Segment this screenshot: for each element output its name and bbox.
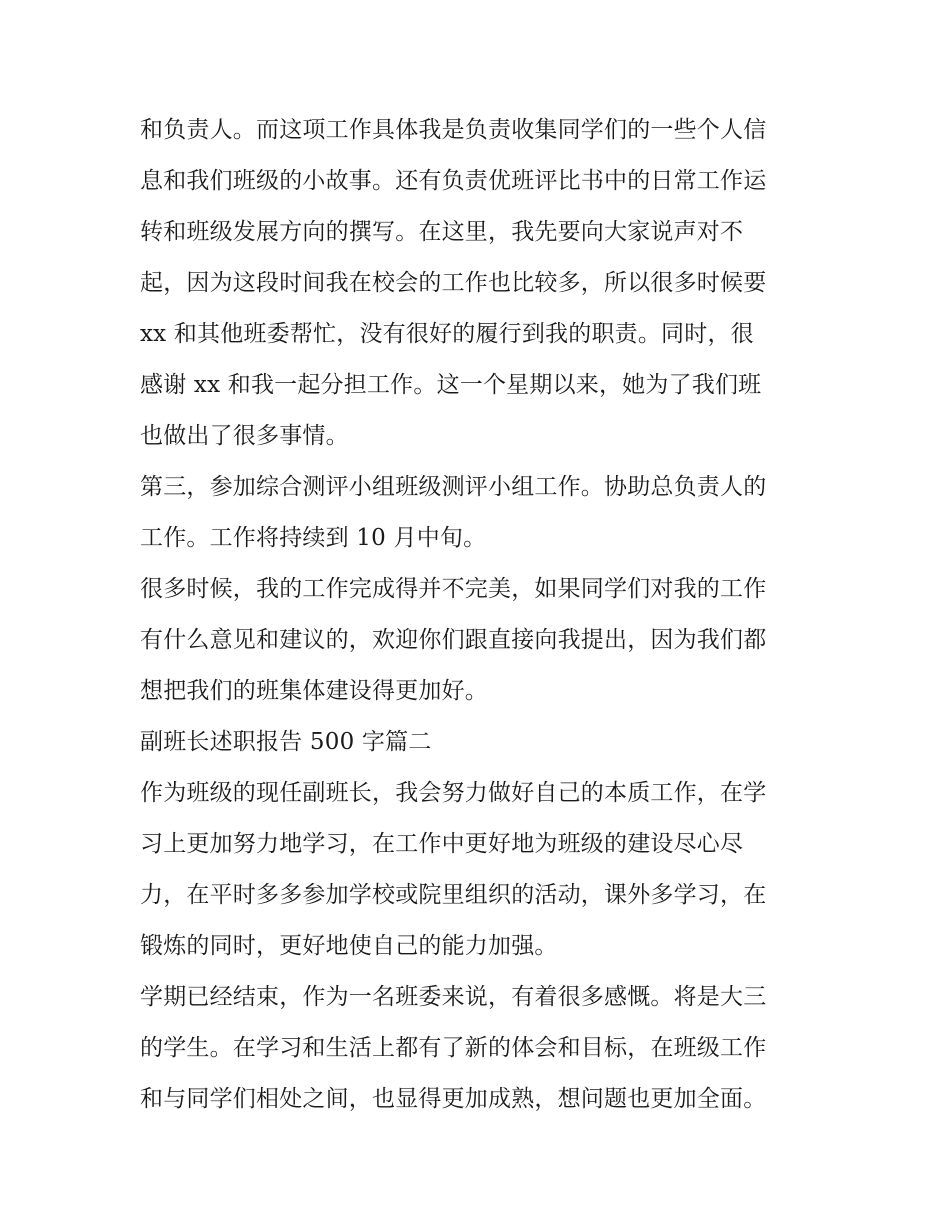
text-line: 很多时候，我的工作完成得并不完美，如果同学们对我的工作 [140,576,767,602]
text-line: 息和我们班级的小故事。还有负责优班评比书中的日常工作运 [140,168,767,194]
text-line: 起，因为这段时间我在校会的工作也比较多，所以很多时候要 [140,270,767,296]
text-line: 工作。工作将持续到 10 月中旬。 [140,525,487,551]
text-line: 力，在平时多多参加学校或院里组织的活动，课外多学习，在 [140,882,767,908]
text-line: 锻炼的同时，更好地使自己的能力加强。 [140,933,558,959]
text-line: 作为班级的现任副班长，我会努力做好自己的本质工作，在学 [140,780,767,806]
text-line: 感谢 xx 和我一起分担工作。这一个星期以来，她为了我们班 [140,372,762,398]
text-line: 第三，参加综合测评小组班级测评小组工作。协助总负责人的 [140,474,767,500]
text-line: 习上更加努力地学习，在工作中更好地为班级的建设尽心尽 [140,831,744,857]
document-body [140,105,820,1125]
text-line: 转和班级发展方向的撰写。在这里，我先要向大家说声对不 [140,219,744,245]
text-line: 的学生。在学习和生活上都有了新的体会和目标，在班级工作 [140,1035,767,1061]
text-line: 和负责人。而这项工作具体我是负责收集同学们的一些个人信 [140,117,767,143]
text-line: 也做出了很多事情。 [140,423,349,449]
section-heading: 副班长述职报告 500 字篇二 [140,729,432,755]
text-line: 想把我们的班集体建设得更加好。 [140,678,488,704]
text-line: 学期已经结束，作为一名班委来说，有着很多感慨。将是大三 [140,984,767,1010]
text-line: 有什么意见和建议的，欢迎你们跟直接向我提出，因为我们都 [140,627,767,653]
text-line: xx 和其他班委帮忙，没有很好的履行到我的职责。同时，很 [140,321,754,347]
text-line: 和与同学们相处之间，也显得更加成熟，想问题也更加全面。 [140,1086,767,1112]
